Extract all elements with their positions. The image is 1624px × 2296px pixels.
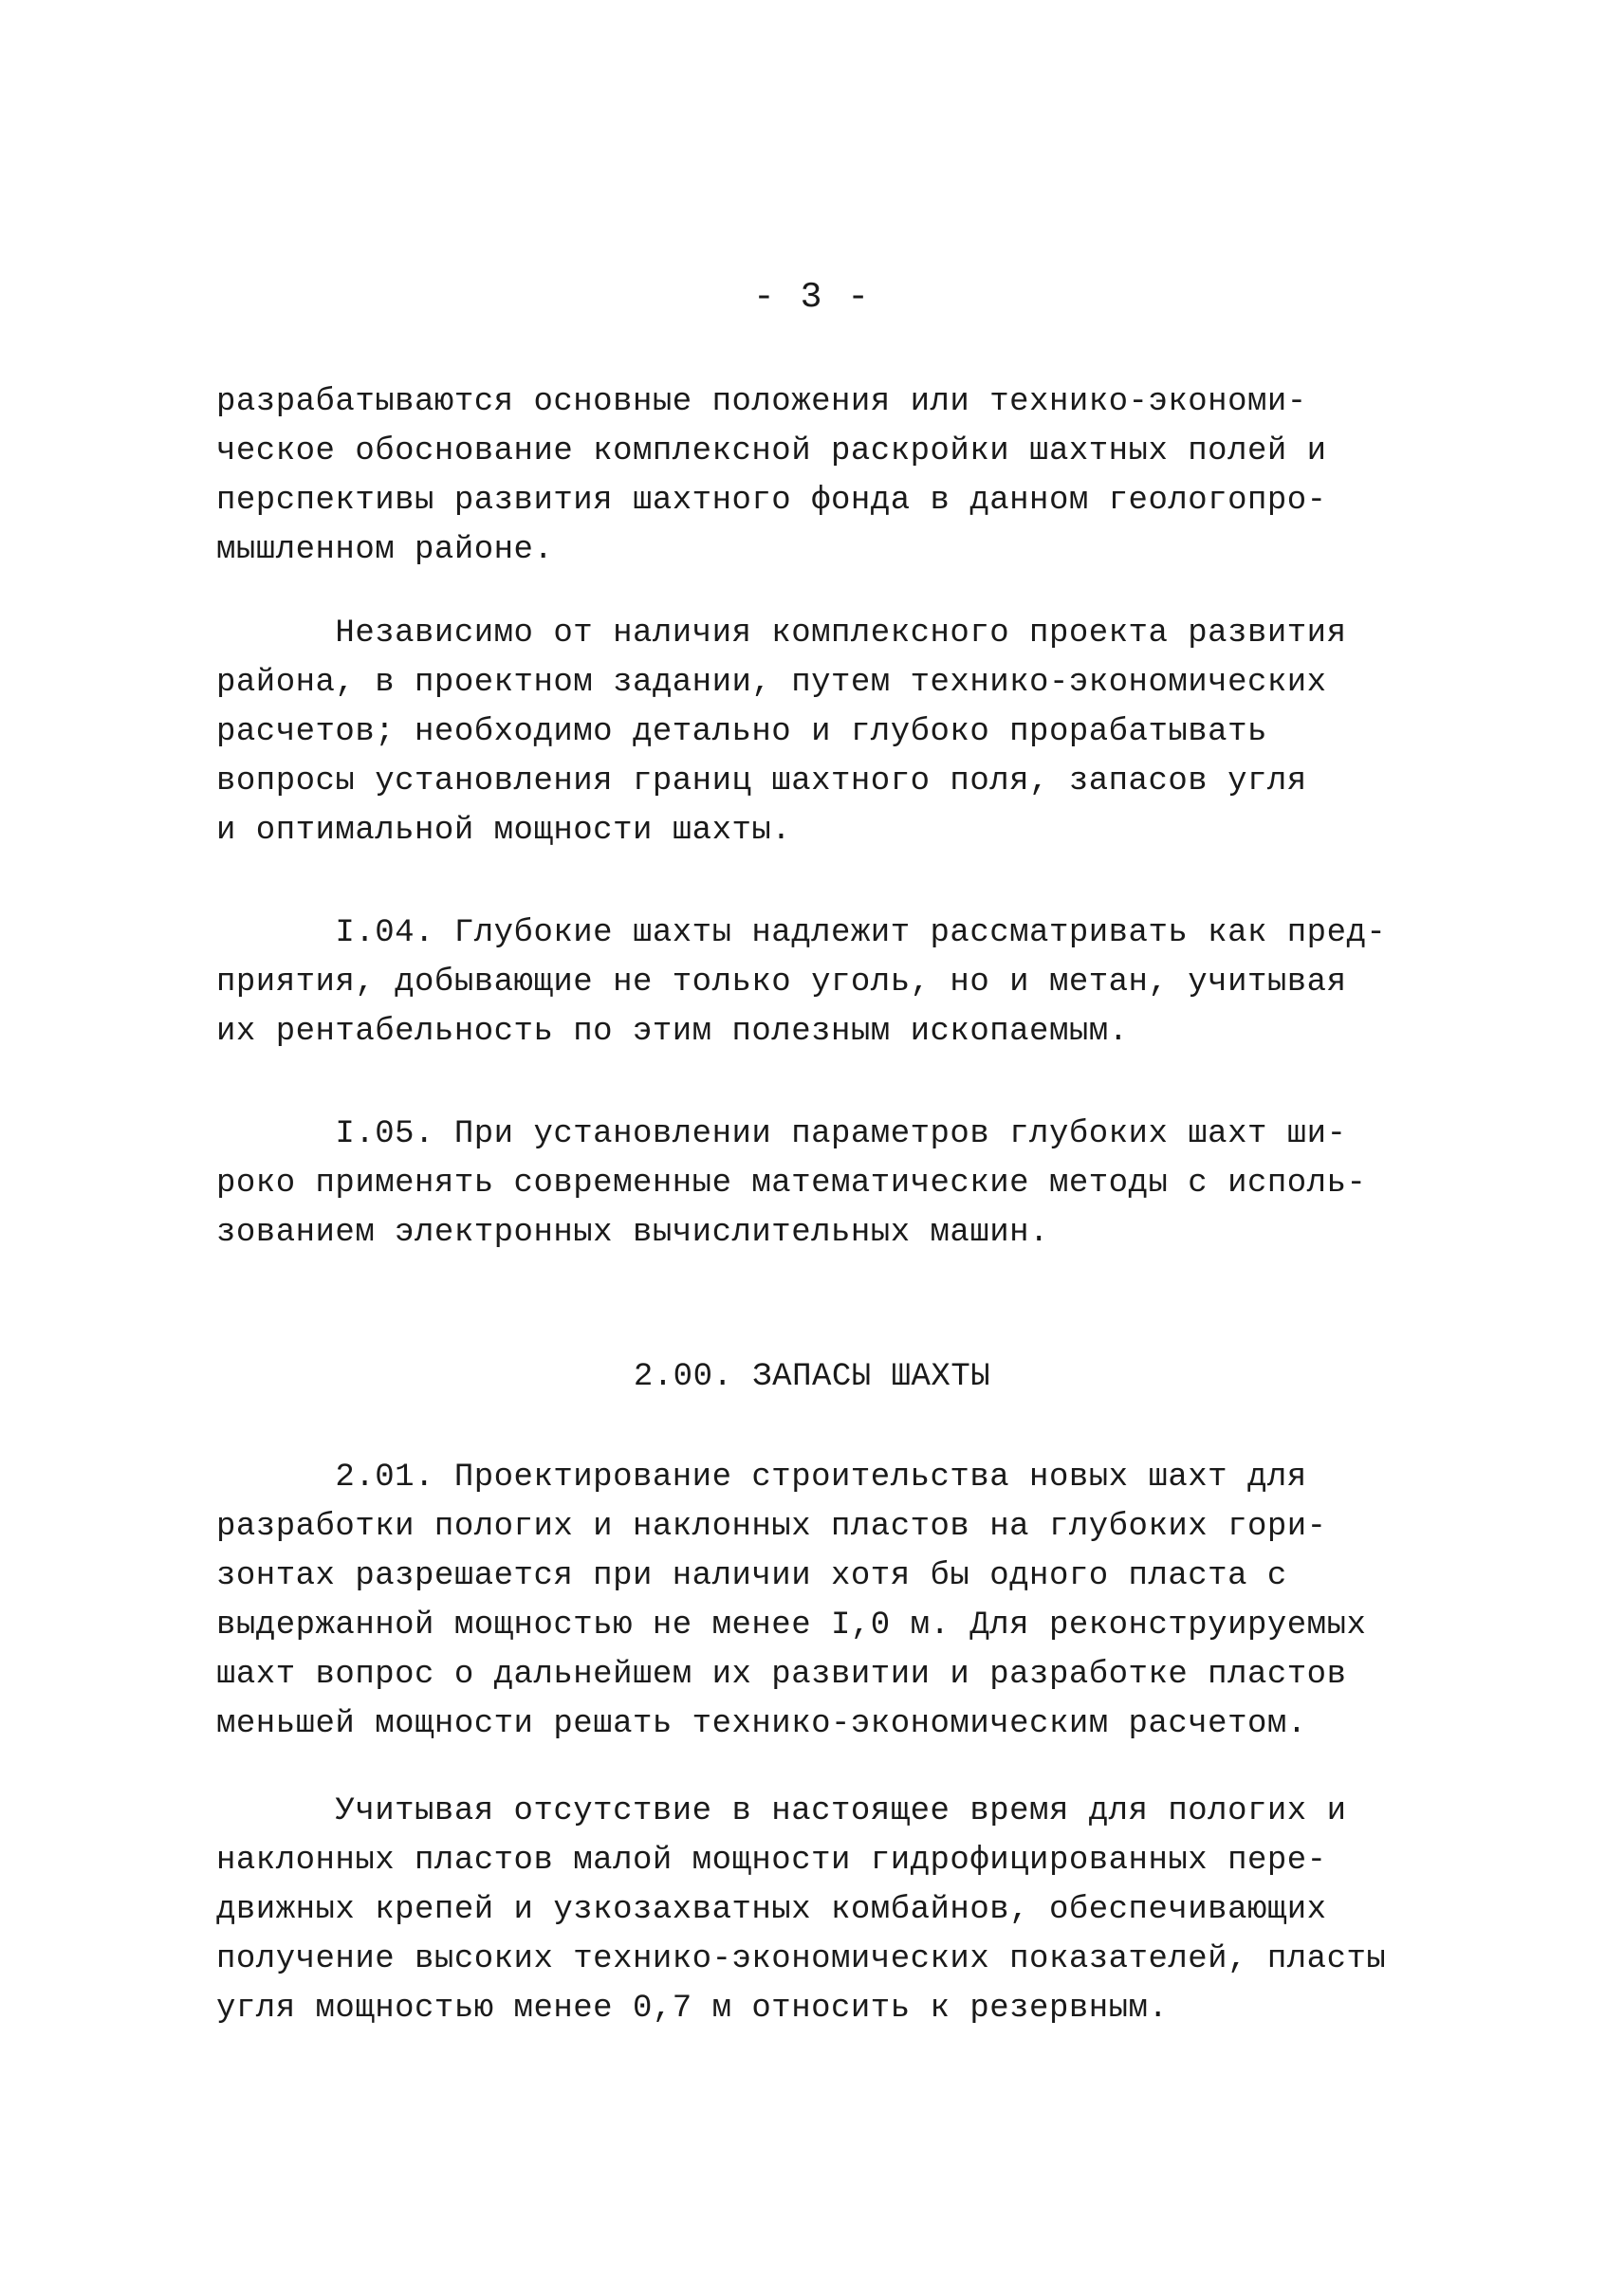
page-number: - 3 -	[752, 277, 872, 318]
text-line: разрабатываются основные положения или технико-экономи-	[216, 384, 1307, 420]
text-line: разработки пологих и наклонных пластов на глубоких гори-	[216, 1509, 1327, 1545]
text-line: угля мощностью менее 0,7 м относить к резервным.	[216, 1991, 1169, 2027]
text-line: роко применять современные математические методы с исполь-	[216, 1166, 1367, 1202]
text-line: приятия, добывающие не только уголь, но и метан, учитывая	[216, 964, 1347, 1001]
text-line: наклонных пластов малой мощности гидрофицированных пере-	[216, 1843, 1327, 1879]
text-line: расчетов; необходимо детально и глубоко прорабатывать	[216, 714, 1267, 750]
text-line: I.05. При установлении параметров глубоких шахт ши-	[216, 1116, 1347, 1152]
text-line: получение высоких технико-экономических показателей, пласты	[216, 1941, 1387, 1977]
text-line: зованием электронных вычислительных машин.	[216, 1215, 1049, 1251]
text-line: шахт вопрос о дальнейшем их развитии и разработке пластов	[216, 1657, 1347, 1693]
text-line: их рентабельность по этим полезным ископаемым.	[216, 1014, 1129, 1050]
text-line: перспективы развития шахтного фонда в данном геологопро-	[216, 483, 1327, 519]
text-line: района, в проектном задании, путем технико-экономических	[216, 665, 1327, 701]
text-line: вопросы установления границ шахтного поля, запасов угля	[216, 763, 1307, 799]
text-line: Независимо от наличия комплексного проекта развития	[216, 615, 1347, 652]
text-line: ческое обоснование комплексной раскройки шахтных полей и	[216, 433, 1327, 469]
text-line: мышленном районе.	[216, 532, 554, 568]
section-heading: 2.00. ЗАПАСЫ ШАХТЫ	[633, 1359, 991, 1395]
text-line: и оптимальной мощности шахты.	[216, 813, 792, 849]
text-line: меньшей мощности решать технико-экономическим расчетом.	[216, 1706, 1307, 1742]
text-line: движных крепей и узкозахватных комбайнов, обеспечивающих	[216, 1892, 1327, 1928]
text-line: 2.01. Проектирование строительства новых шахт для	[216, 1460, 1307, 1496]
text-line: I.04. Глубокие шахты надлежит рассматривать как пред-	[216, 915, 1387, 951]
text-line: Учитывая отсутствие в настоящее время для пологих и	[216, 1793, 1347, 1829]
text-line: зонтах разрешается при наличии хотя бы одного пласта с	[216, 1558, 1287, 1594]
text-line: выдержанной мощностью не менее I,0 м. Для реконструируемых	[216, 1607, 1367, 1644]
